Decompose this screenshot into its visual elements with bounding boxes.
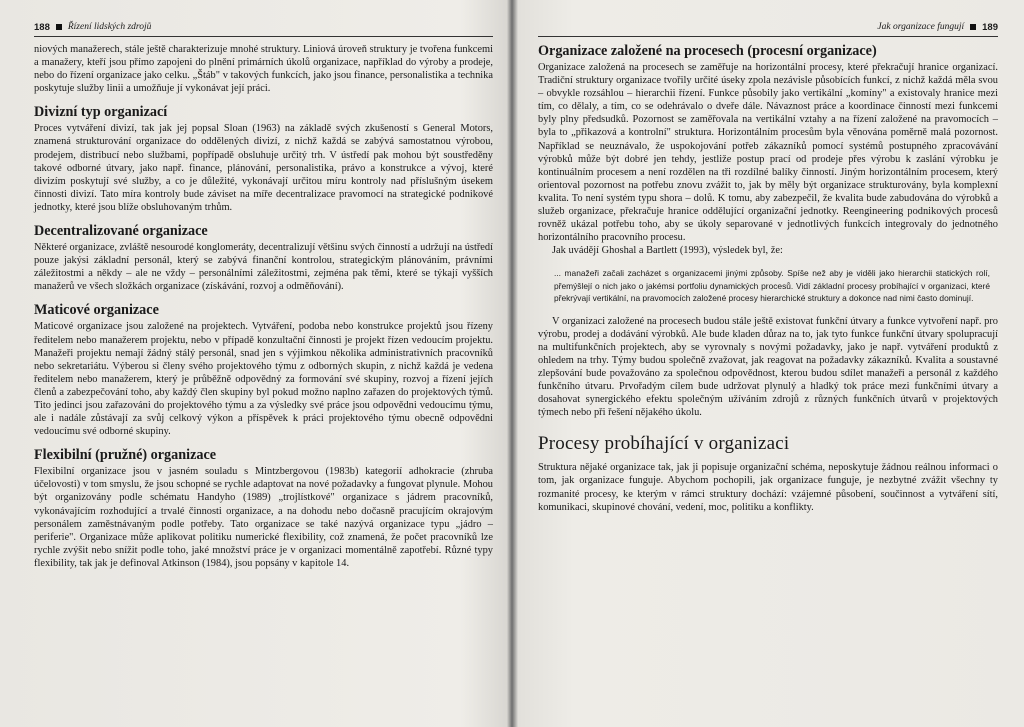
left-page	[0, 0, 505, 727]
intro-paragraph: niových manažerech, stále ještě charakterizuje mnohé struktury. Liniová úroveň struktury je tvořena funkcemi a manažery, kteří jsou přímo zapojeni do plnění primárních úkolů organizace, například do výroby a prodeje, nebo do řízení organizace jako celku. „Štáb" v takových funkcích, jako jsou finance, personalistika a technika poskytuje služby linii a umožňuje jí vykonávat její práci.	[34, 44, 493, 95]
section-heading: Organizace založené na procesech (procesní organizace)	[538, 43, 877, 59]
section-heading: Maticové organizace	[34, 302, 159, 319]
section-paragraph: Některé organizace, zvláště nesourodé konglomeráty, decentralizují většinu svých činností a udržují na ústředí pouze jakýsi základní personál, který se zabývá finanční kontrolou, strategickým plánováním, právními záležitostmi a někdy – ale ne vždy – personálními záležitostmi, zejména pak těmi, které se týkají vyšších manažerů ve všech složkách organizace (získávání, rozvoj a odměňování).	[34, 242, 493, 293]
running-title: Jak organizace fungují	[877, 22, 965, 32]
page-number: 188	[34, 21, 50, 33]
section-heading: Divizní typ organizací	[34, 104, 168, 121]
chapter-paragraph: Struktura nějaké organizace tak, jak ji popisuje organizační schéma, neposkytuje žádnou reálnou informaci o tom, jak organizace funguje. Abychom pochopili, jak organizace funguje, je nezbytné zvážit všechny ty rozmanité procesy, ke kterým v rámci struktury dochází: vzájemné působení, součinnost a vytváření sítí, komunikaci, skupinové chování, vedení, moc, politiku a konflikty.	[538, 462, 998, 513]
section-paragraph: Organizace založená na procesech se zaměřuje na horizontální procesy, které překračují hranice organizací. Tradiční struktury organizace tvořily určité úseky zpola nezávisle působících funkcí, z nichž každá měla svou – obvykle rozsáhlou – hierarchii řízení. Funkce působily jako vertikální „komíny" a existovaly hranice mezi tím, co dělaly, a tím, co se odehrávalo o dveře dále. Návaznost práce a koordinace činností mezi funkcemi byly plny předsudků. Pozornost se zaměřovala na vertikální vztahy a na řízení založené na pravomocích – byla to „přikazová a kontrolní" struktura. Horizontálním procesům byla věnována poměrně malá pozornost. Například se neuznávalo, že uspokojování potřeb zákazníků pomocí systémů postupného zpracovávání výrobků může být dobré jen tehdy, jestliže postup prací od prodeje přes výrobu k zaslání výrobku je kontinuálním procesem a není rozdělen na tři rozdílné balíky činností. Jiným horizontálním procesem, který orientoval pozornost na potřebu znovu zvážit to, jak by měly být organizace strukturovány, byla komplexní kvalita. To není systém typu shora – dolů. K tomu, aby zabezpečil, že kvalita bude zabudována do výrobků a služeb organizace, překračuje hranice oddělující organizační jednotky. Reengineering podnikových procesů rovněž ukázal potřebu toho, aby se úkoly separované v jednotlivých funkcích integrovaly do jednotného horizontálního pracovního procesu.	[538, 62, 998, 244]
after-quote-paragraph: V organizaci založené na procesech budou stále ještě existovat funkční útvary a funkce vytvoření např. pro výrobu, prodej a dodávání výrobků. Ale bude kladen důraz na to, jak tyto funkce funkční útvary spolupracují na multifunkčních projektech, aby se vyrovnaly s novými požadavky, jako je např. vytváření produktů z ohledem na trhy. Týmy budou společně zvažovat, jak reagovat na požadavky zákazníků. Kvalita a soustavné zlepšování bude považováno za společnou odpovědnost, kterou budou sdílet manažeři a personál z každého funkčního útvaru. Prvořadým cílem bude udržovat plynulý a hladký tok práce mezi funkčními útvary a dosahovat synergického efektu společným užíváním zdrojů z různých funkčních útvarů v projektových týmech nebo při řešení nějakého úkolu.	[538, 315, 998, 419]
section-heading: Flexibilní (pružné) organizace	[34, 447, 217, 464]
page-number: 189	[982, 21, 998, 33]
running-header-left	[34, 20, 493, 37]
square-bullet-icon	[970, 24, 976, 30]
section-paragraph: Maticové organizace jsou založené na projektech. Vytváření, podoba nebo konstrukce projektů jsou řízeny ředitelem nebo manažerem projektu, nebo v případě konzultační činnosti je projekt řízen vedoucím projektu. Manažeři projektu nemají žádný stálý personál, snad jen s výjimkou několika administrativních pracovníků nebo sekretariátu. Výberou si členy svého projektového týmu z odborných skupin, z nichž každá je vedena ředitelem nebo manažerem, který je průběžně odpovědný za formování své skupiny, rozvoj a řízení jejích členů a zabezpečování toho, aby každý člen skupiny byl pokud možno naplno zařazen do projektových týmů. Tito jedinci jsou zařazováni do projektového týmu a za výsledky své práce jsou odpovědni vedoucímu týmu, ale i nadále zůstávají za svůj celkový výkon a příspěvek k práci projektového týmu obecně odpovědni vedoucímu své odborné skupiny.	[34, 321, 493, 438]
right-page	[520, 0, 1024, 727]
running-title: Řízení lidských zdrojů	[67, 22, 152, 32]
block-quote: ... manažeři začali zacházet s organizacemi jinými způsoby. Spíše než aby je viděli jako hierarchii statických rolí, přemýšlejí o nich jako o jakémsi portfoliu dynamických procesů. Vidí základní procesy probíhající v organizaci, které překrývají vertikální, na pravomocích založené procesy hierarchické struktury a dokonce nad nimi často dominují.	[554, 268, 990, 304]
square-bullet-icon	[56, 24, 62, 30]
chapter-heading: Procesy probíhající v organizaci	[538, 433, 790, 455]
section-paragraph: Flexibilní organizace jsou v jasném souladu s Mintzbergovou (1983b) kategorií adhokracie (zhruba účelovosti) v tom smyslu, že jsou schopné se rychle adaptovat na nové požadavky a fungovat plynule. Mohou být organizovány podle schématu Handyho (1989) „trojlístkové" organizace s jádrem pracovníků, vykonávajícím rozhodující a trvalé činnosti organizace, a na dohodu nebo dočasně pracujícím okrajovým personálem zaměstnávaným podle potřeby. Tato organizace se také nazývá organizace typu „jádro – periferie". Organizace může aplikovat politiku numerické flexibility, což znamená, že počet pracovníků lze rychle zvýšit nebo snížit podle toho, jaké množství práce je v organizaci momentálně zapotřebí. Různé typy flexibility, tak jak je definoval Atkinson (1984), jsou popsány v kapitole 14.	[34, 466, 493, 569]
section-paragraph: Proces vytváření divizí, tak jak jej popsal Sloan (1963) na základě svých zkušeností s General Motors, znamená strukturování organizace do oddělených divizí, z nichž každá se zabývá samostatnou výrobou, prodejem, distribucí nebo službami, popřípadě obsluhuje určitý trh. V ústředí pak mohou být soustředěny takové odborné útvary, jako např. finance, plánování, personalistika, právo a konstrukce a vývoj, které divizím poskytují své služby, a co je důležité, vykonávají určitou míru kontroly nad příslušným úsekem činnosti divizí. Tato míra kontroly bude záviset na míře decentralizace pravomocí na strategické podnikové jednotky, které jsou blíže obsluhovaným trhům.	[34, 123, 493, 213]
running-header-right	[538, 20, 998, 37]
citation-lead: Jak uvádějí Ghoshal a Bartlett (1993), výsledek byl, že:	[552, 245, 783, 257]
section-heading: Decentralizované organizace	[34, 223, 208, 240]
